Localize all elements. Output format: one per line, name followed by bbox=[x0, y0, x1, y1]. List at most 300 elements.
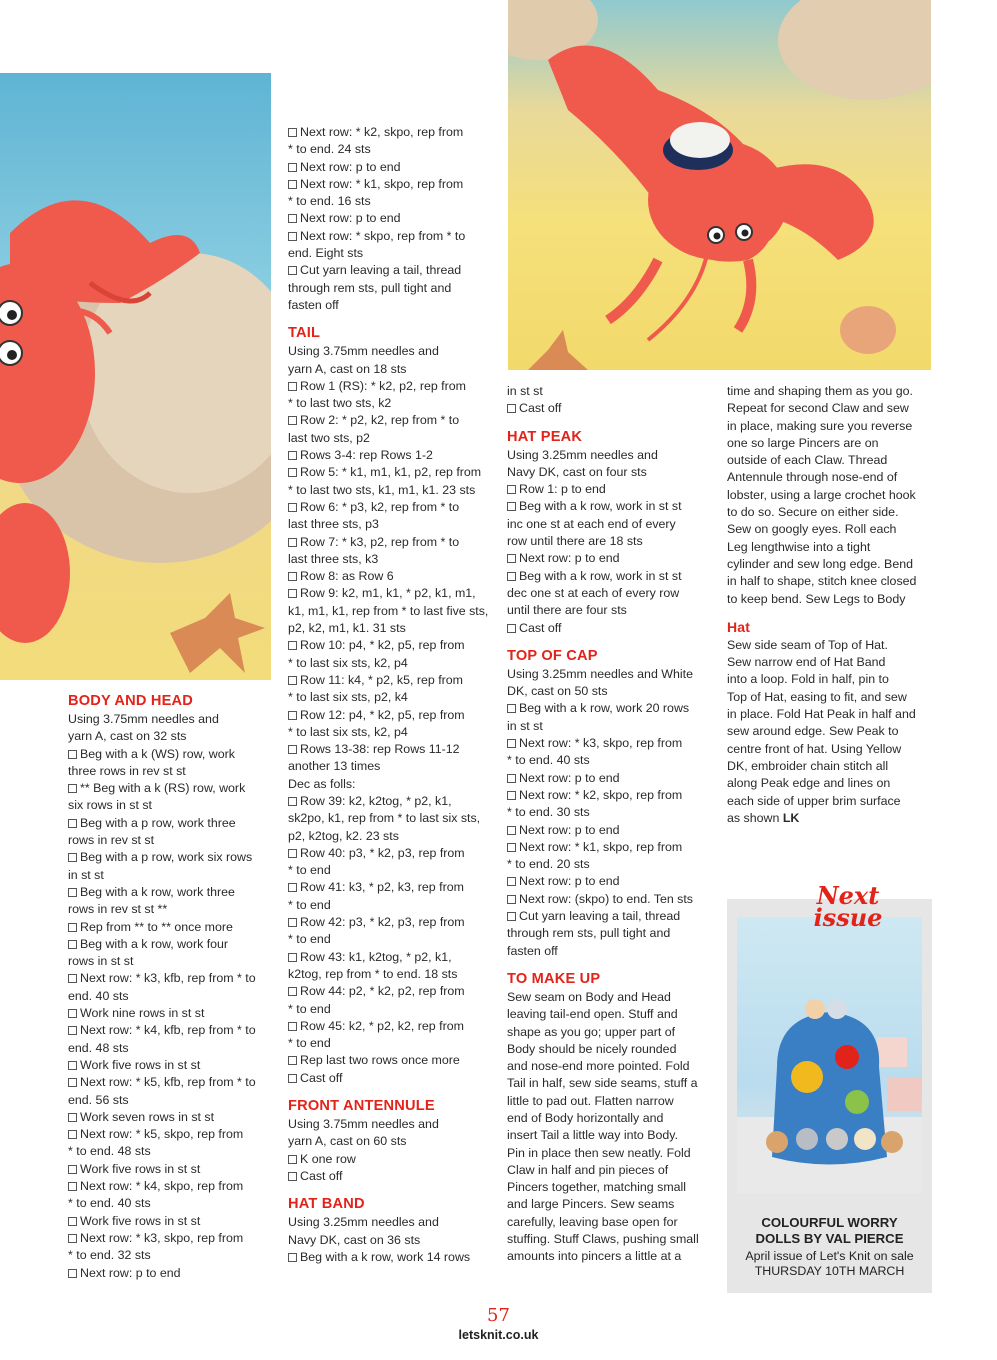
body-line: along Peak edge and lines on bbox=[727, 776, 891, 791]
step-line bbox=[68, 1022, 278, 1039]
checkbox-icon[interactable] bbox=[507, 877, 516, 886]
step-text: Next row: p to end bbox=[519, 874, 620, 889]
step-line bbox=[507, 602, 715, 619]
step-line bbox=[288, 603, 496, 620]
step-line bbox=[288, 828, 496, 845]
step-text: Beg with a k (WS) row, work bbox=[80, 746, 235, 761]
checkbox-icon[interactable] bbox=[507, 502, 516, 511]
checkbox-icon[interactable] bbox=[288, 1253, 297, 1262]
step-line bbox=[68, 849, 278, 866]
body-line: Leg lengthwise into a tight bbox=[727, 539, 871, 554]
next-issue-title bbox=[727, 1215, 932, 1247]
body-line: shape as you go; upper part of bbox=[507, 1024, 676, 1039]
step-line bbox=[288, 280, 496, 297]
checkbox-icon[interactable] bbox=[288, 128, 297, 137]
step-text: Row 44: p2, * k2, p2, rep from bbox=[300, 984, 465, 999]
step-text: last three sts, k3 bbox=[288, 551, 379, 566]
body-line: and large Pincers. Sew seams bbox=[507, 1197, 675, 1212]
step-text: Next row: p to end bbox=[80, 1265, 181, 1280]
step-line bbox=[68, 1005, 278, 1022]
step-line bbox=[288, 124, 496, 141]
lobster-illustration-top bbox=[508, 0, 931, 370]
step-text: Work five rows in st st bbox=[80, 1057, 201, 1072]
step-line bbox=[68, 901, 278, 918]
step-text: until there are four sts bbox=[507, 603, 627, 618]
intro-line: yarn A, cast on 32 sts bbox=[68, 729, 187, 744]
step-line bbox=[288, 395, 496, 412]
checkbox-icon[interactable] bbox=[68, 750, 77, 759]
body-line: centre front of hat. Using Yellow bbox=[727, 741, 902, 756]
step-text: Next row: (skpo) to end. Ten sts bbox=[519, 891, 694, 906]
body-line: in half to shape, stitch knee closed bbox=[727, 574, 917, 589]
step-text: Row 2: * p2, k2, rep from * to bbox=[300, 413, 460, 428]
checkbox-icon[interactable] bbox=[288, 849, 297, 858]
step-text: ** Beg with a k (RS) row, work bbox=[80, 781, 246, 796]
step-line bbox=[288, 983, 496, 1000]
intro-line: Using 3.25mm needles and bbox=[507, 447, 658, 462]
step-line bbox=[68, 1074, 278, 1091]
step-text: * to last two sts, k1, m1, k1. 23 sts bbox=[288, 482, 476, 497]
section-heading-body-and-head: BODY AND HEAD bbox=[68, 693, 194, 709]
step-line bbox=[507, 533, 715, 550]
body-line: time and shaping them as you go. bbox=[727, 384, 913, 398]
step-line bbox=[507, 700, 715, 717]
checkbox-icon[interactable] bbox=[507, 843, 516, 852]
title-line: DOLLS BY VAL PIERCE bbox=[755, 1231, 904, 1246]
step-text: Row 11: k4, * p2, k5, rep from bbox=[300, 672, 463, 687]
worry-dolls-photo bbox=[737, 917, 922, 1193]
step-line bbox=[288, 637, 496, 654]
checkbox-icon[interactable] bbox=[288, 468, 297, 477]
step-text: fasten off bbox=[288, 297, 339, 312]
step-text: Beg with a k row, work in st st bbox=[519, 499, 682, 514]
step-text: * to end bbox=[288, 897, 331, 912]
intro-line: Using 3.75mm needles and bbox=[68, 712, 219, 726]
step-line bbox=[68, 746, 278, 763]
body-text: as shown bbox=[727, 810, 780, 825]
body-line: into a loop. Fold in half, pin to bbox=[727, 672, 889, 687]
step-line bbox=[288, 810, 496, 827]
step-text: Work nine rows in st st bbox=[80, 1006, 205, 1021]
step-text: last two sts, p2 bbox=[288, 430, 370, 445]
step-line bbox=[288, 141, 496, 158]
step-line bbox=[68, 953, 278, 970]
section-heading-top-of-cap: TOP OF CAP bbox=[507, 647, 598, 664]
subtitle-line: THURSDAY 10TH MARCH bbox=[754, 1264, 905, 1278]
checkbox-icon[interactable] bbox=[288, 382, 297, 391]
step-text: Row 45: k2, * p2, k2, rep from bbox=[300, 1018, 464, 1033]
section-heading-hat-peak: HAT PEAK bbox=[507, 428, 583, 445]
step-text: Next row: * k1, skpo, rep from bbox=[519, 839, 683, 854]
step-text: in st st bbox=[507, 718, 543, 733]
step-text: Row 8: as Row 6 bbox=[300, 569, 394, 584]
checkbox-icon[interactable] bbox=[288, 232, 297, 241]
step-text: fasten off bbox=[507, 943, 558, 958]
checkbox-icon[interactable] bbox=[288, 676, 297, 685]
step-line bbox=[288, 879, 496, 896]
step-text: Rep from ** to ** once more bbox=[80, 919, 233, 934]
checkbox-icon[interactable] bbox=[288, 266, 297, 275]
step-text: Row 6: * p3, k2, rep from * to bbox=[300, 499, 460, 514]
checkbox-icon[interactable] bbox=[288, 1056, 297, 1065]
body-line: Antennule through nose-end of bbox=[727, 470, 898, 485]
step-text: * to end bbox=[288, 932, 331, 947]
checkbox-icon[interactable] bbox=[68, 853, 77, 862]
checkbox-icon[interactable] bbox=[288, 503, 297, 512]
step-line bbox=[288, 689, 496, 706]
body-line: and nose-end more pointed. Fold bbox=[507, 1059, 690, 1074]
next-issue-heading bbox=[793, 881, 903, 932]
section-heading-hat: Hat bbox=[727, 618, 751, 635]
next-issue-heading-line: issue bbox=[813, 903, 883, 932]
worry-dolls-illustration bbox=[737, 917, 922, 1193]
step-line bbox=[68, 1195, 278, 1212]
step-line bbox=[507, 856, 715, 873]
checkbox-icon[interactable] bbox=[288, 1074, 297, 1083]
step-text: * to last six sts, k2, p4 bbox=[288, 724, 408, 739]
checkbox-icon[interactable] bbox=[288, 987, 297, 996]
section-heading-to-make-up: TO MAKE UP bbox=[507, 970, 601, 987]
checkbox-icon[interactable] bbox=[507, 704, 516, 713]
body-line: leaving tail-end open. Stuff and bbox=[507, 1007, 678, 1022]
step-line bbox=[288, 724, 496, 741]
next-issue-promo[interactable] bbox=[727, 881, 932, 1293]
step-line bbox=[288, 949, 496, 966]
lobster-photo-left bbox=[0, 73, 271, 680]
body-line: stuffing. Stuff Claws, pushing small bbox=[507, 1232, 699, 1247]
step-text: Cast off bbox=[519, 620, 562, 635]
step-line bbox=[507, 568, 715, 585]
step-list-body-and-head bbox=[68, 746, 278, 1282]
step-text: Row 7: * k3, p2, rep from * to bbox=[300, 534, 460, 549]
intro-line: Using 3.25mm needles and White bbox=[507, 666, 693, 681]
step-line bbox=[288, 297, 496, 314]
step-text: last three sts, p3 bbox=[288, 517, 379, 532]
step-text: k1, m1, k1, rep from * to last five sts, bbox=[288, 603, 489, 618]
step-line bbox=[288, 1249, 496, 1266]
checkbox-icon[interactable] bbox=[288, 416, 297, 425]
step-line bbox=[68, 815, 278, 832]
step-text: Row 10: p4, * k2, p5, rep from bbox=[300, 638, 465, 653]
step-line bbox=[507, 498, 715, 515]
body-line: amounts into pincers a little at a bbox=[507, 1249, 682, 1264]
section-heading-front-antennule: FRONT ANTENNULE bbox=[288, 1098, 435, 1115]
step-line bbox=[288, 966, 496, 983]
step-line bbox=[507, 585, 715, 602]
step-line bbox=[68, 988, 278, 1005]
step-line bbox=[68, 884, 278, 901]
checkbox-icon[interactable] bbox=[288, 711, 297, 720]
step-line bbox=[507, 735, 715, 752]
checkbox-icon[interactable] bbox=[68, 940, 77, 949]
step-text: Beg with a k row, work 20 rows bbox=[519, 701, 690, 716]
step-text: Work five rows in st st bbox=[80, 1161, 201, 1176]
step-text: end. 48 sts bbox=[68, 1040, 129, 1055]
step-text: rows in st st bbox=[68, 954, 134, 969]
step-text: * to end. 20 sts bbox=[507, 857, 590, 872]
step-text: Next row: * k1, skpo, rep from bbox=[300, 176, 464, 191]
intro-line: Navy DK, cast on four sts bbox=[507, 464, 647, 479]
intro-line: DK, cast on 50 sts bbox=[507, 684, 608, 699]
step-text: Cast off bbox=[519, 401, 562, 416]
step-line bbox=[288, 914, 496, 931]
step-list-head-decrease bbox=[288, 124, 496, 314]
checkbox-icon[interactable] bbox=[288, 883, 297, 892]
checkbox-icon[interactable] bbox=[288, 918, 297, 927]
checkbox-icon[interactable] bbox=[288, 214, 297, 223]
step-line bbox=[288, 210, 496, 227]
checkbox-icon[interactable] bbox=[288, 163, 297, 172]
body-line: in place, making sure you reverse bbox=[727, 418, 913, 433]
checkbox-icon[interactable] bbox=[507, 485, 516, 494]
step-line bbox=[68, 780, 278, 797]
checkbox-icon[interactable] bbox=[288, 641, 297, 650]
step-line bbox=[507, 925, 715, 942]
checkbox-icon[interactable] bbox=[68, 1217, 77, 1226]
step-line bbox=[507, 718, 715, 735]
step-text: Row 9: k2, m1, k1, * p2, k1, m1, bbox=[300, 586, 476, 601]
step-text: Next row: * k2, skpo, rep from bbox=[300, 125, 464, 139]
step-line bbox=[507, 822, 715, 839]
step-text: * to end bbox=[288, 1001, 331, 1016]
step-text: Row 41: k3, * p2, k3, rep from bbox=[300, 880, 464, 895]
step-text: Rows 3-4: rep Rows 1-2 bbox=[300, 448, 433, 463]
step-text: Work five rows in st st bbox=[80, 1213, 201, 1228]
section-heading-tail: TAIL bbox=[288, 325, 321, 342]
step-line bbox=[288, 1151, 496, 1168]
checkbox-icon[interactable] bbox=[288, 1155, 297, 1164]
checkbox-icon[interactable] bbox=[68, 923, 77, 932]
step-line bbox=[288, 464, 496, 481]
intro-line: Using 3.25mm needles and bbox=[288, 1215, 439, 1230]
step-line bbox=[288, 176, 496, 193]
continued-line: in st st bbox=[507, 384, 543, 398]
step-text: Next row: * k3, skpo, rep from bbox=[80, 1230, 244, 1245]
step-line bbox=[507, 908, 715, 925]
checkbox-icon[interactable] bbox=[68, 1165, 77, 1174]
page-number: 57 bbox=[487, 1305, 510, 1326]
checkbox-icon[interactable] bbox=[507, 826, 516, 835]
step-line bbox=[68, 1247, 278, 1264]
step-text: Rows 13-38: rep Rows 11-12 bbox=[300, 742, 460, 757]
step-line bbox=[68, 1057, 278, 1074]
body-line: Sew side seam of Top of Hat. bbox=[727, 637, 888, 652]
step-text: Row 40: p3, * k2, p3, rep from bbox=[300, 845, 465, 860]
step-line bbox=[288, 793, 496, 810]
step-line bbox=[288, 534, 496, 551]
step-text: three rows in rev st st bbox=[68, 763, 186, 778]
step-line bbox=[288, 447, 496, 464]
step-line bbox=[288, 516, 496, 533]
step-line bbox=[288, 1001, 496, 1018]
lobster-illustration-left bbox=[0, 73, 271, 680]
step-line bbox=[288, 551, 496, 568]
step-line bbox=[68, 1143, 278, 1160]
checkbox-icon[interactable] bbox=[68, 819, 77, 828]
checkbox-icon[interactable] bbox=[68, 974, 77, 983]
step-line bbox=[68, 832, 278, 849]
column-make-up-cont bbox=[727, 383, 937, 827]
step-text: end. 40 sts bbox=[68, 988, 129, 1003]
checkbox-icon[interactable] bbox=[288, 538, 297, 547]
step-text: in st st bbox=[68, 867, 104, 882]
step-line bbox=[68, 1109, 278, 1126]
checkbox-icon[interactable] bbox=[507, 774, 516, 783]
step-text: Beg with a p row, work three bbox=[80, 815, 236, 830]
step-text: through rem sts, pull tight and bbox=[288, 280, 452, 295]
step-text: another 13 times bbox=[288, 759, 381, 774]
next-issue-subtitle bbox=[727, 1249, 932, 1279]
step-line bbox=[507, 400, 715, 417]
checkbox-icon[interactable] bbox=[288, 953, 297, 962]
checkbox-icon[interactable] bbox=[68, 1113, 77, 1122]
step-line bbox=[507, 620, 715, 637]
checkbox-icon[interactable] bbox=[288, 451, 297, 460]
checkbox-icon[interactable] bbox=[507, 404, 516, 413]
checkbox-icon[interactable] bbox=[288, 1172, 297, 1181]
body-line: Pincers together, matching small bbox=[507, 1180, 687, 1195]
checkbox-icon[interactable] bbox=[68, 1078, 77, 1087]
step-text: Next row: * skpo, rep from * to bbox=[300, 228, 466, 243]
step-text: Beg with a p row, work six rows bbox=[80, 850, 253, 865]
step-text: Beg with a k row, work four bbox=[80, 936, 229, 951]
checkbox-icon[interactable] bbox=[288, 589, 297, 598]
step-line bbox=[288, 262, 496, 279]
step-line bbox=[288, 620, 496, 637]
step-text: Next row: p to end bbox=[519, 822, 620, 837]
step-text: Cut yarn leaving a tail, thread bbox=[519, 909, 681, 924]
step-text: Rep last two rows once more bbox=[300, 1053, 460, 1068]
step-line bbox=[68, 797, 278, 814]
checkbox-icon[interactable] bbox=[68, 1026, 77, 1035]
body-line: insert Tail a little way into Body. bbox=[507, 1128, 679, 1143]
step-line bbox=[288, 568, 496, 585]
step-line bbox=[507, 550, 715, 567]
checkbox-icon[interactable] bbox=[68, 1269, 77, 1278]
step-text: * to last six sts, k2, p4 bbox=[288, 655, 408, 670]
checkbox-icon[interactable] bbox=[288, 1022, 297, 1031]
body-line: Sew seam on Body and Head bbox=[507, 989, 671, 1004]
step-line bbox=[507, 787, 715, 804]
step-line bbox=[68, 763, 278, 780]
step-line bbox=[507, 873, 715, 890]
checkbox-icon[interactable] bbox=[288, 572, 297, 581]
step-text: Row 1: p to end bbox=[519, 482, 606, 497]
checkbox-icon[interactable] bbox=[68, 784, 77, 793]
step-text: p2, k2tog, k2. 23 sts bbox=[288, 828, 399, 843]
step-text: Next row: * k2, skpo, rep from bbox=[519, 787, 683, 802]
step-line bbox=[507, 516, 715, 533]
next-issue-heading-line: Next bbox=[816, 881, 880, 910]
step-list-top-of-cap bbox=[507, 700, 715, 959]
step-text: Work seven rows in st st bbox=[80, 1109, 215, 1124]
end-mark: LK bbox=[782, 810, 800, 825]
step-text: Row 39: k2, k2tog, * p2, k1, bbox=[300, 793, 452, 808]
checkbox-icon[interactable] bbox=[68, 1009, 77, 1018]
make-up-text-cont bbox=[727, 383, 937, 608]
step-line bbox=[507, 943, 715, 960]
checkbox-icon[interactable] bbox=[507, 912, 516, 921]
checkbox-icon[interactable] bbox=[507, 895, 516, 904]
checkbox-icon[interactable] bbox=[288, 797, 297, 806]
checkbox-icon[interactable] bbox=[507, 572, 516, 581]
step-text: Row 43: k1, k2tog, * p2, k1, bbox=[300, 949, 452, 964]
checkbox-icon[interactable] bbox=[507, 739, 516, 748]
step-list-antennule bbox=[288, 1151, 496, 1186]
step-text: * to end. 24 sts bbox=[288, 142, 371, 157]
step-text: Next row: p to end bbox=[300, 159, 401, 174]
step-text: * to end. 32 sts bbox=[68, 1248, 151, 1263]
step-text: k2tog, rep from * to end. 18 sts bbox=[288, 966, 458, 981]
step-text: Next row: p to end bbox=[519, 770, 620, 785]
step-text: dec one st at each of every row bbox=[507, 585, 680, 600]
checkbox-icon[interactable] bbox=[68, 1234, 77, 1243]
body-line: sew around edge. Sew Peak to bbox=[727, 724, 899, 739]
step-text: Next row: p to end bbox=[300, 211, 401, 226]
step-text: Next row: * k4, kfb, rep from * to bbox=[80, 1023, 256, 1038]
step-text: * to end. 30 sts bbox=[507, 805, 590, 820]
step-line bbox=[288, 585, 496, 602]
checkbox-icon[interactable] bbox=[507, 791, 516, 800]
intro-line: yarn A, cast on 18 sts bbox=[288, 361, 407, 376]
body-line: each side of upper brim surface bbox=[727, 793, 901, 808]
checkbox-icon[interactable] bbox=[288, 180, 297, 189]
step-line bbox=[68, 970, 278, 987]
step-line bbox=[68, 1265, 278, 1282]
hat-text bbox=[727, 637, 937, 827]
checkbox-icon[interactable] bbox=[507, 624, 516, 633]
step-text: end. 56 sts bbox=[68, 1092, 129, 1107]
step-line bbox=[68, 1230, 278, 1247]
intro-line: Navy DK, cast on 36 sts bbox=[288, 1232, 421, 1247]
step-text: row until there are 18 sts bbox=[507, 534, 643, 549]
step-line bbox=[288, 672, 496, 689]
step-text: Next row: * k3, skpo, rep from bbox=[519, 736, 683, 751]
step-text: inc one st at each end of every bbox=[507, 516, 676, 531]
step-line bbox=[507, 891, 715, 908]
step-text: Cast off bbox=[300, 1168, 343, 1183]
website-link[interactable]: letsknit.co.uk bbox=[458, 1328, 539, 1342]
step-line bbox=[68, 867, 278, 884]
step-line bbox=[68, 936, 278, 953]
step-line bbox=[288, 1168, 496, 1185]
step-line bbox=[288, 758, 496, 775]
body-line: Body should be nicely rounded bbox=[507, 1041, 677, 1056]
step-line bbox=[288, 1070, 496, 1087]
checkbox-icon[interactable] bbox=[68, 1130, 77, 1139]
lobster-photo-top bbox=[508, 0, 931, 370]
step-text: * to end. 48 sts bbox=[68, 1144, 151, 1159]
body-line: Sew narrow end of Hat Band bbox=[727, 655, 886, 670]
step-text: * to end. 40 sts bbox=[68, 1196, 151, 1211]
checkbox-icon[interactable] bbox=[68, 888, 77, 897]
make-up-text bbox=[507, 989, 715, 1266]
checkbox-icon[interactable] bbox=[507, 554, 516, 563]
step-line bbox=[288, 845, 496, 862]
step-list-hat-peak bbox=[507, 481, 715, 637]
body-line bbox=[727, 810, 937, 827]
checkbox-icon[interactable] bbox=[288, 745, 297, 754]
step-text: Row 5: * k1, m1, k1, p2, rep from bbox=[300, 465, 482, 480]
step-text: through rem sts, pull tight and bbox=[507, 926, 671, 941]
step-text: Next row: * k5, skpo, rep from bbox=[80, 1127, 244, 1142]
step-line bbox=[288, 482, 496, 499]
checkbox-icon[interactable] bbox=[68, 1182, 77, 1191]
step-text: p2, k2, m1, k1. 31 sts bbox=[288, 621, 406, 636]
checkbox-icon[interactable] bbox=[68, 1061, 77, 1070]
step-text: K one row bbox=[300, 1151, 356, 1166]
step-line bbox=[288, 430, 496, 447]
